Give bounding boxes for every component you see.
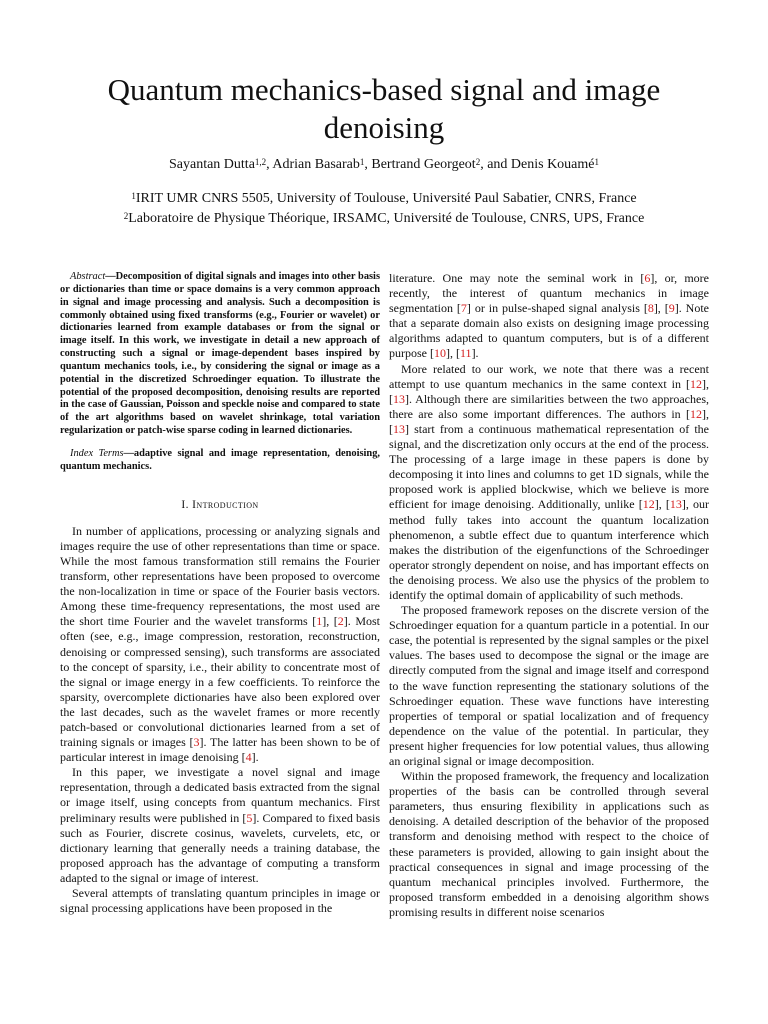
paragraph-text: ]. Most often (see, e.g., image compression, restoration, reconstruction, denoising or compressed sensing), such transforms are associated to the concept of sparsity, i.e., their ability to concentrate most of the signal or image energy in a few coefficients. To reinforce the sparsity, overcomplete dictionaries have also been explored over the last decades, such as the wavelet frames or more recently patch-based or convolutional dictionaries learned from a set of training signals or images [ [60,614,380,750]
body-paragraph [60,524,380,766]
affiliation-2 [40,209,728,229]
paragraph-text: ], [ [389,376,709,406]
author: Bertrand Georgeot [371,157,476,172]
author-affiliation-mark: 2 [475,157,481,167]
paragraph-text: In number of applications, processing or analyzing signals and images require the use of other representations than time or space. While the most famous transformation still remains the Fourier transform, other representations have been proposed to overcome the non-localization in time or space of the Fourier basis vectors. Among these time-frequency representations, the most used are the short time Fourier and the wavelet transforms [ [60,523,380,629]
citation-link[interactable]: 13 [669,497,682,512]
paragraph-text: ], our method fully takes into account the quantum localization phenomenon, a subtle effect due to quantum interference which makes the distribution of the eigenfunctions of the Schroedinger operator strongly dependent on noise, and has important effects on the denoising process. We also use the physics of the problem to identify the optimal domain of applicability of such methods. [389,497,709,602]
citation-link[interactable]: 4 [245,750,252,765]
left-column-body [60,524,380,916]
body-paragraph [60,886,380,916]
author-separator: , [266,157,273,172]
abstract [60,271,380,438]
paragraph-text: ], [ [322,614,338,629]
author-list [40,155,728,175]
author: Sayantan Dutta [168,157,255,172]
paragraph-text: ]. The latter has been shown to be of particular interest in image denoising [ [60,735,380,765]
paragraph-text: More related to our work, we note that there was a recent attempt to use quantum mechanics in the same context in [ [389,361,709,391]
citation-link[interactable]: 12 [690,406,702,421]
citation-link[interactable]: 6 [644,271,651,285]
author-affiliation-mark: 1 [594,157,599,167]
affiliation-text: IRIT UMR CNRS 5505, University of Toulouse, Université Paul Sabatier, CNRS, France [135,191,637,206]
paragraph-text: ], [ [446,346,460,361]
paragraph-text: ], [ [653,301,669,316]
paragraph-text: ] start from a continuous mathematical representation of the signal, and the discretization only occurs at the end of the process. The processing of a large image in these papers is done by decomposing it into lines and columns to get 1D signals, while the proposed work is applied blockwise, which we believe is more efficient for image denoising. Additionally, unlike [ [389,421,709,512]
paragraph-text: ]. Note that a separate domain also exists on designing image processing algorithms adapted to quantum computers, but is of a different purpose [ [389,301,710,361]
affiliation-text: Laboratoire de Physique Théorique, IRSAMC, Université de Toulouse, CNRS, UPS, France [128,211,645,226]
paragraph-text: Within the proposed framework, the frequency and localization properties of the basis can be controlled through several parameters, thus ensuring flexibility in applications such as denoising. A detailed description of the behavior of the proposed transform and denoising method with respect to the choice of these parameters is provided, allowing to gain insight about the practical consequences in signal and image processing of the quantum mechanical principles involved. Furthermore, the proposed transform embedded in a denoising algorithm shows promising results in different noise scenarios [389,769,709,919]
affiliation-1 [40,189,728,209]
paragraph-text: The proposed framework reposes on the discrete version of the Schroedinger equation for a quantum particle in a potential. In our case, the potential is represented by the signal samples or the pixel values. The bases used to decompose the signal or the image are directly computed from the signal and image itself and correspond to the wave function representing the stationary solutions of the Schroedinger equation. These wave functions have interesting properties of temporal or spatial localization and of frequency dependence on the value of the potential. In particular, they present higher frequencies for low potential values, thus allowing an original signal or image decomposition. [389,603,709,768]
paragraph-text: literature. One may note the seminal work in [ [389,271,645,285]
paragraph-text: ]. Compared to fixed basis such as Fourier, discrete cosinus, wavelets, curvelets, etc, or dictionary learning that generally needs a training database, the proposed approach has the advantage of computing a transform adapted to the signal or image of interest. [60,810,380,885]
citation-link[interactable]: 9 [668,301,675,316]
paragraph-text: ], or, more recently, the interest of quantum mechanics in image segmentation [ [389,271,709,316]
paragraph-text: Several attempts of translating quantum principles in image or signal processing applications have been proposed in the [60,886,380,916]
index-terms-label: Index Terms [70,447,124,459]
citation-link[interactable]: 12 [642,497,655,512]
body-paragraph [389,271,709,362]
section-heading: I. Introduction [181,498,259,511]
affiliation-mark: 2 [123,211,129,221]
body-paragraph [389,603,709,769]
paragraph-text: ]. [471,346,479,361]
citation-link[interactable]: 13 [393,421,405,436]
author-affiliation-mark: 1,2 [254,157,267,167]
body-paragraph [389,362,709,604]
paragraph-text: ], [ [389,406,709,436]
paragraph-text: In this paper, we investigate a novel signal and image representation, through a dedicated basis extracted from the signal or image itself, using concepts from quantum mechanics. First preliminary results were published in [ [60,765,380,825]
author: Denis Kouamé [510,157,595,172]
citation-link[interactable]: 2 [337,614,344,629]
citation-link[interactable]: 1 [316,614,323,629]
author: Adrian Basarab [272,157,360,172]
paragraph-text: ]. [251,750,259,765]
right-column-body [389,271,709,920]
author-affiliation-mark: 1 [359,157,365,167]
abstract-label: Abstract [70,271,106,282]
body-paragraph [60,765,380,886]
body-paragraph [389,769,709,920]
citation-link[interactable]: 11 [460,346,472,361]
paper-title: Quantum mechanics-based signal and image denoising [107,72,661,145]
paragraph-text: ] or in pulse-shaped signal analysis [ [466,301,648,316]
right-column [389,271,709,920]
citation-link[interactable]: 10 [434,346,446,361]
paragraph-text: ]. Although there are similarities between the two approaches, there are also some important differences. The authors in [ [389,391,709,421]
author-separator: , [364,157,372,172]
citation-link[interactable]: 8 [647,301,654,316]
index-terms-text: —adaptive signal and image representation, denoising, quantum mechanics. [60,447,380,472]
left-column [60,271,380,916]
citation-link[interactable]: 13 [393,391,405,406]
citation-link[interactable]: 5 [246,810,253,825]
citation-link[interactable]: 3 [193,735,200,750]
paragraph-text: ], [ [654,497,670,512]
citation-link[interactable]: 12 [690,376,702,391]
abstract-text: —Decomposition of digital signals and images into other basis or dictionaries than time or space domains is a very common approach in signal and image processing and analysis. Such a decomposition is commonly obtained using fixed transforms (e.g., Fourier or wavelet) or dictionaries learned from example databases or from the signal or image itself. In this work, we investigate in detail a new approach of constructing such a signal or image-dependent bases inspired by quantum mechanics tools, i.e., by considering the signal or image as a potential in the discretized Schroedinger equation. To illustrate the potential of the proposed decomposition, denoising results are reported in the case of Gaussian, Poisson and speckle noise and compared to state of the art algorithms based on wavelet shrinkage, total variation regularization or patch-wise sparse coding in learned dictionaries. [60,271,380,437]
index-terms [60,448,380,474]
author-separator: , and [480,157,511,172]
citation-link[interactable]: 7 [460,301,467,316]
affiliation-mark: 1 [131,191,136,201]
